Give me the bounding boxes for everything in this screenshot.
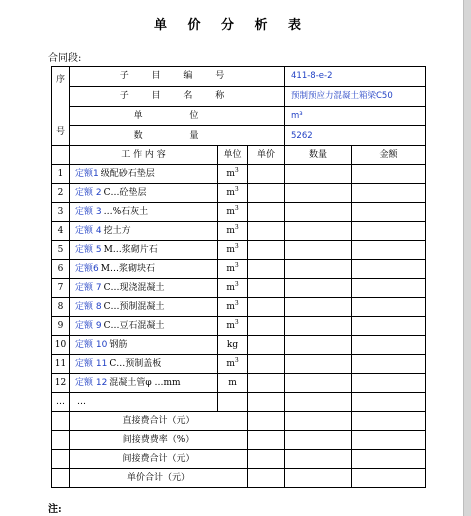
price-cell: [248, 412, 285, 431]
work-item: [70, 165, 218, 184]
quota-code: 定额 5: [75, 245, 102, 255]
summary-label: 直接费合计（元）: [70, 412, 248, 431]
info-label: 数 量: [70, 126, 285, 146]
unit-superscript: 3: [234, 319, 239, 326]
col-qty: 数量: [285, 146, 352, 165]
unit-superscript: 3: [234, 281, 239, 288]
row-number: …: [52, 393, 70, 412]
unit-cell: [218, 184, 248, 203]
unit-text: m: [226, 169, 235, 179]
quota-code: 定额 8: [75, 302, 102, 312]
amount-cell: [352, 469, 426, 488]
price-cell: [248, 355, 285, 374]
amount-cell: [352, 336, 426, 355]
row-number: 6: [52, 260, 70, 279]
qty-cell: [285, 279, 352, 298]
qty-cell: [285, 317, 352, 336]
work-item: [70, 260, 218, 279]
quota-code: 定额 4: [75, 226, 102, 236]
unit-cell: [218, 165, 248, 184]
seq-header: 序 号: [52, 67, 70, 146]
unit-superscript: 3: [234, 167, 239, 174]
summary-row: [52, 412, 426, 431]
amount-cell: [352, 393, 426, 412]
column-header-row: [52, 146, 426, 165]
amount-cell: [352, 450, 426, 469]
amount-cell: [352, 412, 426, 431]
info-label: 单 位: [70, 106, 285, 126]
price-cell: [248, 450, 285, 469]
quota-code: 定额1: [75, 169, 99, 179]
qty-cell: [285, 298, 352, 317]
amount-cell: [352, 260, 426, 279]
price-cell: [248, 393, 285, 412]
qty-cell: [285, 336, 352, 355]
price-cell: [248, 260, 285, 279]
quota-code: 定额 11: [75, 359, 108, 369]
work-item: [70, 355, 218, 374]
work-desc: M…浆砌块石: [100, 264, 155, 274]
table-row: [52, 393, 426, 412]
unit-text: m: [226, 245, 235, 255]
summary-row: [52, 431, 426, 450]
info-row-qty: [52, 126, 426, 146]
price-cell: [248, 374, 285, 393]
summary-row: [52, 450, 426, 469]
unit-text: kg: [226, 340, 239, 350]
work-item: [70, 184, 218, 203]
work-item: [70, 222, 218, 241]
row-number: 9: [52, 317, 70, 336]
table-row: [52, 222, 426, 241]
price-cell: [248, 241, 285, 260]
work-item: [70, 317, 218, 336]
unit-cell: [218, 241, 248, 260]
amount-cell: [352, 222, 426, 241]
item-unit-value: m³: [285, 106, 426, 126]
amount-cell: [352, 431, 426, 450]
qty-cell: [285, 241, 352, 260]
col-price: 单价: [248, 146, 285, 165]
amount-cell: [352, 165, 426, 184]
empty-cell: [52, 469, 70, 488]
unit-price-table: [51, 66, 426, 488]
unit-cell: [218, 374, 248, 393]
qty-cell: [285, 260, 352, 279]
qty-cell: [285, 203, 352, 222]
work-desc: …: [77, 397, 86, 407]
row-number: 10: [52, 336, 70, 355]
table-row: [52, 355, 426, 374]
qty-cell: [285, 165, 352, 184]
row-number: 11: [52, 355, 70, 374]
work-item: [70, 374, 218, 393]
info-row-code: [52, 67, 426, 87]
row-number: 8: [52, 298, 70, 317]
quota-code: 定额 12: [75, 378, 108, 388]
qty-cell: [285, 469, 352, 488]
summary-label: 间接费费率（%）: [70, 431, 248, 450]
work-item: [70, 393, 218, 412]
page-title: 单 价 分 析 表: [153, 18, 310, 33]
item-name-value: 预制预应力混凝土箱梁C50: [285, 86, 426, 106]
unit-cell: [218, 222, 248, 241]
empty-cell: [52, 412, 70, 431]
work-item: [70, 298, 218, 317]
amount-cell: [352, 317, 426, 336]
info-row-name: [52, 86, 426, 106]
work-desc: 混凝土管φ …mm: [109, 378, 181, 388]
work-desc: 钢筋: [109, 340, 128, 350]
summary-row: [52, 469, 426, 488]
unit-text: m: [228, 378, 237, 388]
quota-code: 定额 10: [75, 340, 108, 350]
unit-superscript: 3: [234, 205, 239, 212]
table-row: [52, 279, 426, 298]
col-amount: 金额: [352, 146, 426, 165]
unit-cell: [218, 317, 248, 336]
work-desc: C…砼垫层: [103, 188, 147, 198]
qty-cell: [285, 374, 352, 393]
unit-superscript: 3: [234, 224, 239, 231]
quota-code: 定额 2: [75, 188, 102, 198]
empty-cell: [52, 146, 70, 165]
work-desc: C…预制盖板: [109, 359, 162, 369]
unit-text: m: [226, 264, 235, 274]
empty-cell: [52, 431, 70, 450]
price-cell: [248, 469, 285, 488]
amount-cell: [352, 355, 426, 374]
quota-code: 定额6: [75, 264, 99, 274]
table-row: [52, 165, 426, 184]
price-cell: [248, 431, 285, 450]
col-work: 工 作 内 容: [70, 146, 218, 165]
unit-text: m: [226, 283, 235, 293]
work-desc: …%石灰土: [103, 207, 149, 217]
row-number: 2: [52, 184, 70, 203]
work-desc: C…现浇混凝土: [103, 283, 165, 293]
work-desc: C…预制混凝土: [103, 302, 165, 312]
qty-cell: [285, 222, 352, 241]
item-qty-value: 5262: [285, 126, 426, 146]
quota-code: 定额 7: [75, 283, 102, 293]
table-row: [52, 317, 426, 336]
row-number: 5: [52, 241, 70, 260]
quota-code: 定额 9: [75, 321, 102, 331]
work-item: [70, 336, 218, 355]
work-desc: 挖土方: [103, 226, 131, 236]
work-desc: C…豆石混凝土: [103, 321, 165, 331]
table-row: [52, 241, 426, 260]
work-item: [70, 203, 218, 222]
qty-cell: [285, 184, 352, 203]
unit-superscript: 3: [234, 243, 239, 250]
summary-label: 单价合计（元）: [70, 469, 248, 488]
page-edge: [463, 0, 471, 516]
col-unit: 单位: [218, 146, 248, 165]
price-cell: [248, 298, 285, 317]
empty-cell: [52, 450, 70, 469]
table-row: [52, 184, 426, 203]
unit-cell: [218, 260, 248, 279]
price-cell: [248, 203, 285, 222]
unit-text: m: [226, 207, 235, 217]
table-row: [52, 298, 426, 317]
amount-cell: [352, 279, 426, 298]
row-number: 1: [52, 165, 70, 184]
unit-cell: [218, 355, 248, 374]
work-desc: 级配砂石垫层: [100, 169, 155, 179]
unit-superscript: 3: [234, 300, 239, 307]
quota-code: 定额 3: [75, 207, 102, 217]
unit-cell: [218, 393, 248, 412]
info-label: 子 目 名 称: [70, 86, 285, 106]
contract-label: 合同段:: [48, 53, 82, 64]
info-label: 子 目 编 号: [70, 67, 285, 87]
price-cell: [248, 222, 285, 241]
item-code-value: 411-8-e-2: [285, 67, 426, 87]
amount-cell: [352, 184, 426, 203]
unit-superscript: 3: [234, 357, 239, 364]
qty-cell: [285, 412, 352, 431]
table-row: [52, 260, 426, 279]
unit-text: m: [226, 188, 235, 198]
amount-cell: [352, 203, 426, 222]
amount-cell: [352, 374, 426, 393]
qty-cell: [285, 431, 352, 450]
qty-cell: [285, 393, 352, 412]
row-number: 4: [52, 222, 70, 241]
note-label: 注:: [48, 504, 62, 515]
price-cell: [248, 184, 285, 203]
info-row-unit: [52, 106, 426, 126]
unit-superscript: 3: [234, 262, 239, 269]
price-cell: [248, 279, 285, 298]
work-desc: M…浆砌片石: [103, 245, 158, 255]
price-cell: [248, 317, 285, 336]
row-number: 7: [52, 279, 70, 298]
summary-label: 间接费合计（元）: [70, 450, 248, 469]
work-item: [70, 279, 218, 298]
unit-text: m: [226, 321, 235, 331]
unit-cell: [218, 279, 248, 298]
table-row: [52, 203, 426, 222]
unit-text: m: [226, 302, 235, 312]
table-row: [52, 374, 426, 393]
amount-cell: [352, 241, 426, 260]
unit-cell: [218, 298, 248, 317]
price-cell: [248, 336, 285, 355]
amount-cell: [352, 298, 426, 317]
qty-cell: [285, 355, 352, 374]
unit-text: m: [226, 359, 235, 369]
unit-text: m: [226, 226, 235, 236]
row-number: 3: [52, 203, 70, 222]
unit-cell: [218, 336, 248, 355]
table-row: [52, 336, 426, 355]
qty-cell: [285, 450, 352, 469]
row-number: 12: [52, 374, 70, 393]
work-item: [70, 241, 218, 260]
unit-cell: [218, 203, 248, 222]
unit-superscript: 3: [234, 186, 239, 193]
price-cell: [248, 165, 285, 184]
